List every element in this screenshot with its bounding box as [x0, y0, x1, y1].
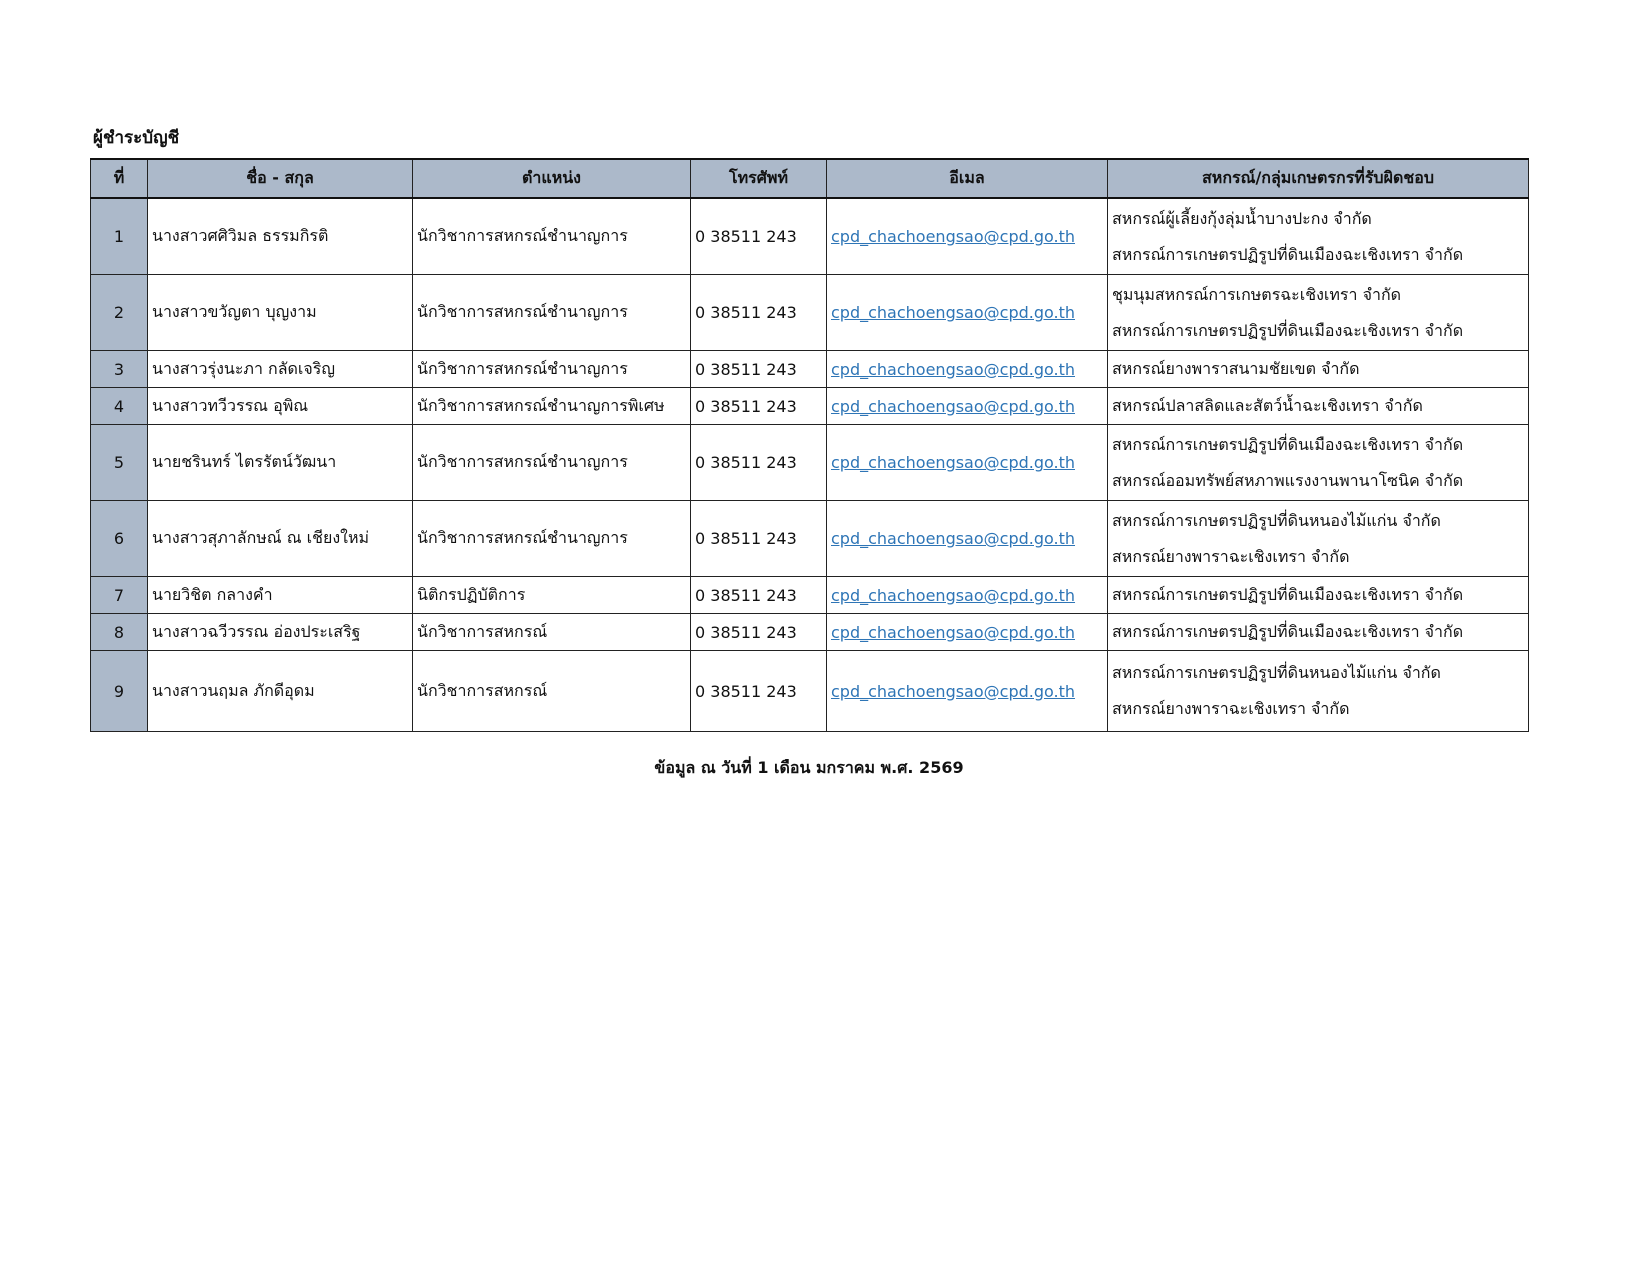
row-email-cell — [827, 198, 1108, 275]
row-email-cell — [827, 651, 1108, 732]
cooperative-item: สหกรณ์การเกษตรปฏิรูปที่ดินเมืองฉะเชิงเทรา จำกัด — [1112, 244, 1464, 264]
cooperative-item: สหกรณ์การเกษตรปฏิรูปที่ดินเมืองฉะเชิงเทรา จำกัด — [1112, 584, 1464, 604]
row-email-cell — [827, 351, 1108, 388]
row-number: 4 — [91, 388, 148, 425]
row-position: นักวิชาการสหกรณ์ชำนาญการ — [413, 351, 691, 388]
row-cooperatives — [1108, 275, 1529, 351]
email-link[interactable]: cpd_chachoengsao@cpd.go.th — [831, 396, 1076, 416]
table-row — [91, 425, 1529, 501]
table-row — [91, 198, 1529, 275]
cooperative-item: สหกรณ์การเกษตรปฏิรูปที่ดินเมืองฉะเชิงเทรา จำกัด — [1112, 320, 1464, 340]
row-position: นักวิชาการสหกรณ์ชำนาญการพิเศษ — [413, 388, 691, 425]
row-email-cell — [827, 275, 1108, 351]
row-phone: 0 38511 243 — [691, 388, 827, 425]
row-cooperatives — [1108, 425, 1529, 501]
email-link[interactable]: cpd_chachoengsao@cpd.go.th — [831, 529, 1076, 548]
row-email-cell — [827, 425, 1108, 501]
cooperative-item: สหกรณ์การเกษตรปฏิรูปที่ดินหนองไม้แก่น จำกัด — [1112, 510, 1441, 530]
cooperative-item: สหกรณ์การเกษตรปฏิรูปที่ดินหนองไม้แก่น จำกัด — [1112, 663, 1441, 682]
cooperative-item: สหกรณ์ยางพาราสนามชัยเขต จำกัด — [1112, 358, 1360, 378]
row-cooperatives — [1108, 614, 1529, 651]
row-number: 7 — [91, 577, 148, 614]
row-name: นางสาวสุภาลักษณ์ ณ เชียงใหม่ — [148, 501, 413, 577]
row-number: 3 — [91, 351, 148, 388]
row-cooperatives — [1108, 198, 1529, 275]
table-row — [91, 351, 1529, 388]
email-link[interactable]: cpd_chachoengsao@cpd.go.th — [831, 453, 1076, 472]
email-link[interactable]: cpd_chachoengsao@cpd.go.th — [831, 227, 1076, 246]
page-title: ผู้ชำระบัญชี — [93, 128, 180, 148]
table-row — [91, 388, 1529, 425]
row-phone: 0 38511 243 — [691, 501, 827, 577]
row-name: นางสาวทวีวรรณ อุพิณ — [148, 388, 413, 425]
data-as-of-note: ข้อมูล ณ วันที่ 1 เดือน มกราคม พ.ศ. 2569 — [654, 758, 964, 777]
row-position: นักวิชาการสหกรณ์ — [413, 651, 691, 732]
email-link[interactable]: cpd_chachoengsao@cpd.go.th — [831, 622, 1076, 642]
header-email: อีเมล — [827, 159, 1108, 198]
row-name: นางสาวขวัญตา บุญงาม — [148, 275, 413, 351]
cooperative-item: ชุมนุมสหกรณ์การเกษตรฉะเชิงเทรา จำกัด — [1112, 284, 1402, 304]
row-number: 5 — [91, 425, 148, 501]
table-row — [91, 275, 1529, 351]
row-phone: 0 38511 243 — [691, 351, 827, 388]
email-link[interactable]: cpd_chachoengsao@cpd.go.th — [831, 359, 1076, 379]
row-position: นักวิชาการสหกรณ์ชำนาญการ — [413, 501, 691, 577]
row-email-cell — [827, 501, 1108, 577]
table-row — [91, 614, 1529, 651]
row-cooperatives — [1108, 351, 1529, 388]
row-name: นางสาวฉวีวรรณ อ่องประเสริฐ — [148, 614, 413, 651]
row-number: 1 — [91, 198, 148, 275]
row-cooperatives — [1108, 388, 1529, 425]
row-name: นายชรินทร์ ไตรรัตน์วัฒนา — [148, 425, 413, 501]
cooperative-item: สหกรณ์ผู้เลี้ยงกุ้งลุ่มน้ำบางปะกง จำกัด — [1112, 208, 1372, 228]
row-cooperatives — [1108, 651, 1529, 732]
row-phone: 0 38511 243 — [691, 651, 827, 732]
row-name: นางสาวนฤมล ภักดีอุดม — [148, 651, 413, 732]
row-position: นักวิชาการสหกรณ์ — [413, 614, 691, 651]
row-position: นิติกรปฏิบัติการ — [413, 577, 691, 614]
header-cooperatives: สหกรณ์/กลุ่มเกษตรกรที่รับผิดชอบ — [1108, 159, 1529, 198]
row-name: นายวิชิต กลางคำ — [148, 577, 413, 614]
row-name: นางสาวศศิวิมล ธรรมกิรติ — [148, 198, 413, 275]
cooperative-item: สหกรณ์การเกษตรปฏิรูปที่ดินเมืองฉะเชิงเทรา จำกัด — [1112, 434, 1464, 454]
table-row — [91, 651, 1529, 732]
row-phone: 0 38511 243 — [691, 577, 827, 614]
row-email-cell — [827, 614, 1108, 651]
liquidators-table — [90, 158, 1529, 732]
cooperative-item: สหกรณ์ปลาสลิดและสัตว์น้ำฉะเชิงเทรา จำกัด — [1112, 395, 1423, 415]
header-position: ตำแหน่ง — [413, 159, 691, 198]
header-name: ชื่อ - สกุล — [148, 159, 413, 198]
row-email-cell — [827, 577, 1108, 614]
email-link[interactable]: cpd_chachoengsao@cpd.go.th — [831, 681, 1076, 701]
row-position: นักวิชาการสหกรณ์ชำนาญการ — [413, 425, 691, 501]
row-number: 2 — [91, 275, 148, 351]
row-phone: 0 38511 243 — [691, 198, 827, 275]
row-number: 8 — [91, 614, 148, 651]
email-link[interactable]: cpd_chachoengsao@cpd.go.th — [831, 585, 1076, 605]
table-row — [91, 501, 1529, 577]
row-number: 9 — [91, 651, 148, 732]
row-email-cell — [827, 388, 1108, 425]
header-no: ที่ — [91, 159, 148, 198]
row-cooperatives — [1108, 501, 1529, 577]
table-header-row — [91, 159, 1529, 198]
cooperative-item: สหกรณ์ยางพาราฉะเชิงเทรา จำกัด — [1112, 699, 1350, 718]
header-phone: โทรศัพท์ — [691, 159, 827, 198]
row-phone: 0 38511 243 — [691, 275, 827, 351]
row-phone: 0 38511 243 — [691, 614, 827, 651]
row-cooperatives — [1108, 577, 1529, 614]
row-number: 6 — [91, 501, 148, 577]
cooperative-item: สหกรณ์ยางพาราฉะเชิงเทรา จำกัด — [1112, 546, 1350, 566]
row-name: นางสาวรุ่งนะภา กลัดเจริญ — [148, 351, 413, 388]
email-link[interactable]: cpd_chachoengsao@cpd.go.th — [831, 303, 1076, 322]
row-phone: 0 38511 243 — [691, 425, 827, 501]
cooperative-item: สหกรณ์ออมทรัพย์สหภาพแรงงานพานาโซนิค จำกัด — [1112, 470, 1464, 490]
cooperative-item: สหกรณ์การเกษตรปฏิรูปที่ดินเมืองฉะเชิงเทรา จำกัด — [1112, 621, 1464, 641]
row-position: นักวิชาการสหกรณ์ชำนาญการ — [413, 198, 691, 275]
row-position: นักวิชาการสหกรณ์ชำนาญการ — [413, 275, 691, 351]
table-row — [91, 577, 1529, 614]
